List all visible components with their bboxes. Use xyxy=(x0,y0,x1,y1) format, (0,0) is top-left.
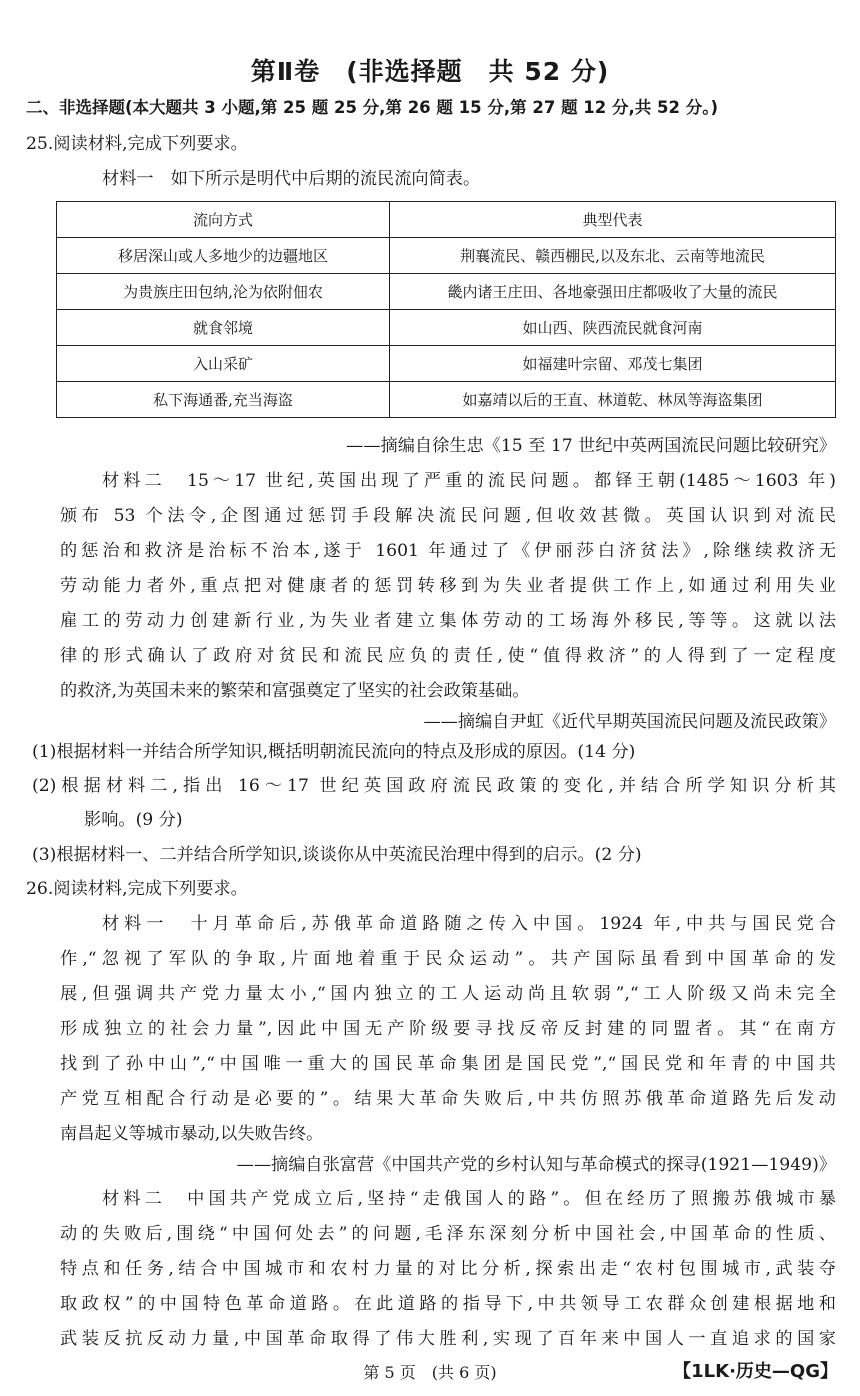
source-citation: ——摘编自尹虹《近代早期英国流民问题及流民政策》 xyxy=(423,712,836,732)
table-row xyxy=(57,274,836,310)
table-cell: 如福建叶宗留、邓茂七集团 xyxy=(390,346,836,382)
table-cell: 入山采矿 xyxy=(57,346,390,382)
source-citation: ——摘编自徐生忠《15 至 17 世纪中英两国流民问题比较研究》 xyxy=(346,436,836,456)
exam-code: 【1LK·历史—QG】 xyxy=(673,1361,838,1382)
paragraph-line: 武装反抗反动力量,中国革命取得了伟大胜利,实现了百年来中国人一直追求的国家 xyxy=(60,1329,836,1349)
paragraph-line: 形成独立的社会力量”,因此中国无产阶级要寻找反帝反封建的同盟者。其“在南方 xyxy=(60,1019,836,1039)
table-row xyxy=(57,310,836,346)
table-cell: 如嘉靖以后的王直、林道乾、林凤等海盗集团 xyxy=(390,382,836,418)
paragraph-line: 材料一 十月革命后,苏俄革命道路随之传入中国。1924 年,中共与国民党合 xyxy=(102,914,836,934)
migration-table xyxy=(56,201,836,418)
page-number: 第 5 页 (共 6 页) xyxy=(363,1363,497,1382)
table-header: 典型代表 xyxy=(390,202,836,238)
paragraph-line: 作,“忽视了军队的争取,片面地着重于民众运动”。共产国际虽看到中国革命的发 xyxy=(60,949,836,969)
paragraph-line: 雇工的劳动力创建新行业,为失业者建立集体劳动的工场海外移民,等等。这就以法 xyxy=(60,611,836,631)
paragraph-line: 材料二 15～17 世纪,英国出现了严重的流民问题。都铎王朝(1485～1603 年) xyxy=(102,471,836,491)
table-header-row xyxy=(57,202,836,238)
table-cell: 私下海通番,充当海盗 xyxy=(57,382,390,418)
table-cell: 荆襄流民、赣西棚民,以及东北、云南等地流民 xyxy=(390,238,836,274)
sub-question-1: (1)根据材料一并结合所学知识,概括明朝流民流向的特点及形成的原因。(14 分) xyxy=(32,742,636,762)
paragraph-line: 取政权”的中国特色革命道路。在此道路的指导下,中共领导工农群众创建根据地和 xyxy=(60,1294,836,1314)
q25-material1-intro: 材料一 如下所示是明代中后期的流民流向简表。 xyxy=(102,169,481,189)
paragraph-line: 律的形式确认了政府对贫民和流民应负的责任,使“值得救济”的人得到了一定程度 xyxy=(60,646,836,666)
table-row xyxy=(57,346,836,382)
paragraph-line: 颁布 53 个法令,企图通过惩罚手段解决流民问题,但收效甚微。英国认识到对流民 xyxy=(60,506,836,526)
paragraph-line: 动的失败后,围绕“中国何处去”的问题,毛泽东深刻分析中国社会,中国革命的性质、 xyxy=(60,1224,836,1244)
page-title: 第Ⅱ卷 (非选择题 共 52 分) xyxy=(250,57,610,86)
paragraph-line: 找到了孙中山”,“中国唯一重大的国民革命集团是国民党”,“国民党和年青的中国共 xyxy=(60,1054,836,1074)
table-row xyxy=(57,238,836,274)
table-cell: 就食邻境 xyxy=(57,310,390,346)
paragraph-line: 产党互相配合行动是必要的”。结果大革命失败后,中共仿照苏俄革命道路先后发动 xyxy=(60,1089,836,1109)
source-citation: ——摘编自张富营《中国共产党的乡村认知与革命模式的探寻(1921—1949)》 xyxy=(236,1155,836,1175)
table-header: 流向方式 xyxy=(57,202,390,238)
sub-question-3: (3)根据材料一、二并结合所学知识,谈谈你从中英流民治理中得到的启示。(2 分) xyxy=(32,845,642,865)
table-cell: 移居深山或人多地少的边疆地区 xyxy=(57,238,390,274)
paragraph-line: 南昌起义等城市暴动,以失败告终。 xyxy=(60,1124,324,1144)
q25-stem: 25.阅读材料,完成下列要求。 xyxy=(26,134,248,154)
section-header: 二、非选择题(本大题共 3 小题,第 25 题 25 分,第 26 题 15 分,第 27 题 12 分,共 52 分。) xyxy=(26,98,719,117)
q26-stem: 26.阅读材料,完成下列要求。 xyxy=(26,879,248,899)
sub-question-2-cont: 影响。(9 分) xyxy=(84,810,183,830)
paragraph-line: 劳动能力者外,重点把对健康者的惩罚转移到为失业者提供工作上,如通过利用失业 xyxy=(60,576,836,596)
paragraph-line: 展,但强调共产党力量太小,“国内独立的工人运动尚且软弱”,“工人阶级又尚未完全 xyxy=(60,984,836,1004)
paragraph-line: 材料二 中国共产党成立后,坚持“走俄国人的路”。但在经历了照搬苏俄城市暴 xyxy=(102,1189,836,1209)
paragraph-line: 的救济,为英国未来的繁荣和富强奠定了坚实的社会政策基础。 xyxy=(60,681,530,701)
table-cell: 为贵族庄田包纳,沦为依附佃农 xyxy=(57,274,390,310)
paragraph-line: 特点和任务,结合中国城市和农村力量的对比分析,探索出走“农村包围城市,武装夺 xyxy=(60,1259,836,1279)
sub-question-2: (2)根据材料二,指出 16～17 世纪英国政府流民政策的变化,并结合所学知识分析其 xyxy=(32,776,836,796)
paragraph-line: 的惩治和救济是治标不治本,遂于 1601 年通过了《伊丽莎白济贫法》,除继续救济无 xyxy=(60,541,836,561)
table-row xyxy=(57,382,836,418)
table-cell: 如山西、陕西流民就食河南 xyxy=(390,310,836,346)
table-cell: 畿内诸王庄田、各地豪强田庄都吸收了大量的流民 xyxy=(390,274,836,310)
